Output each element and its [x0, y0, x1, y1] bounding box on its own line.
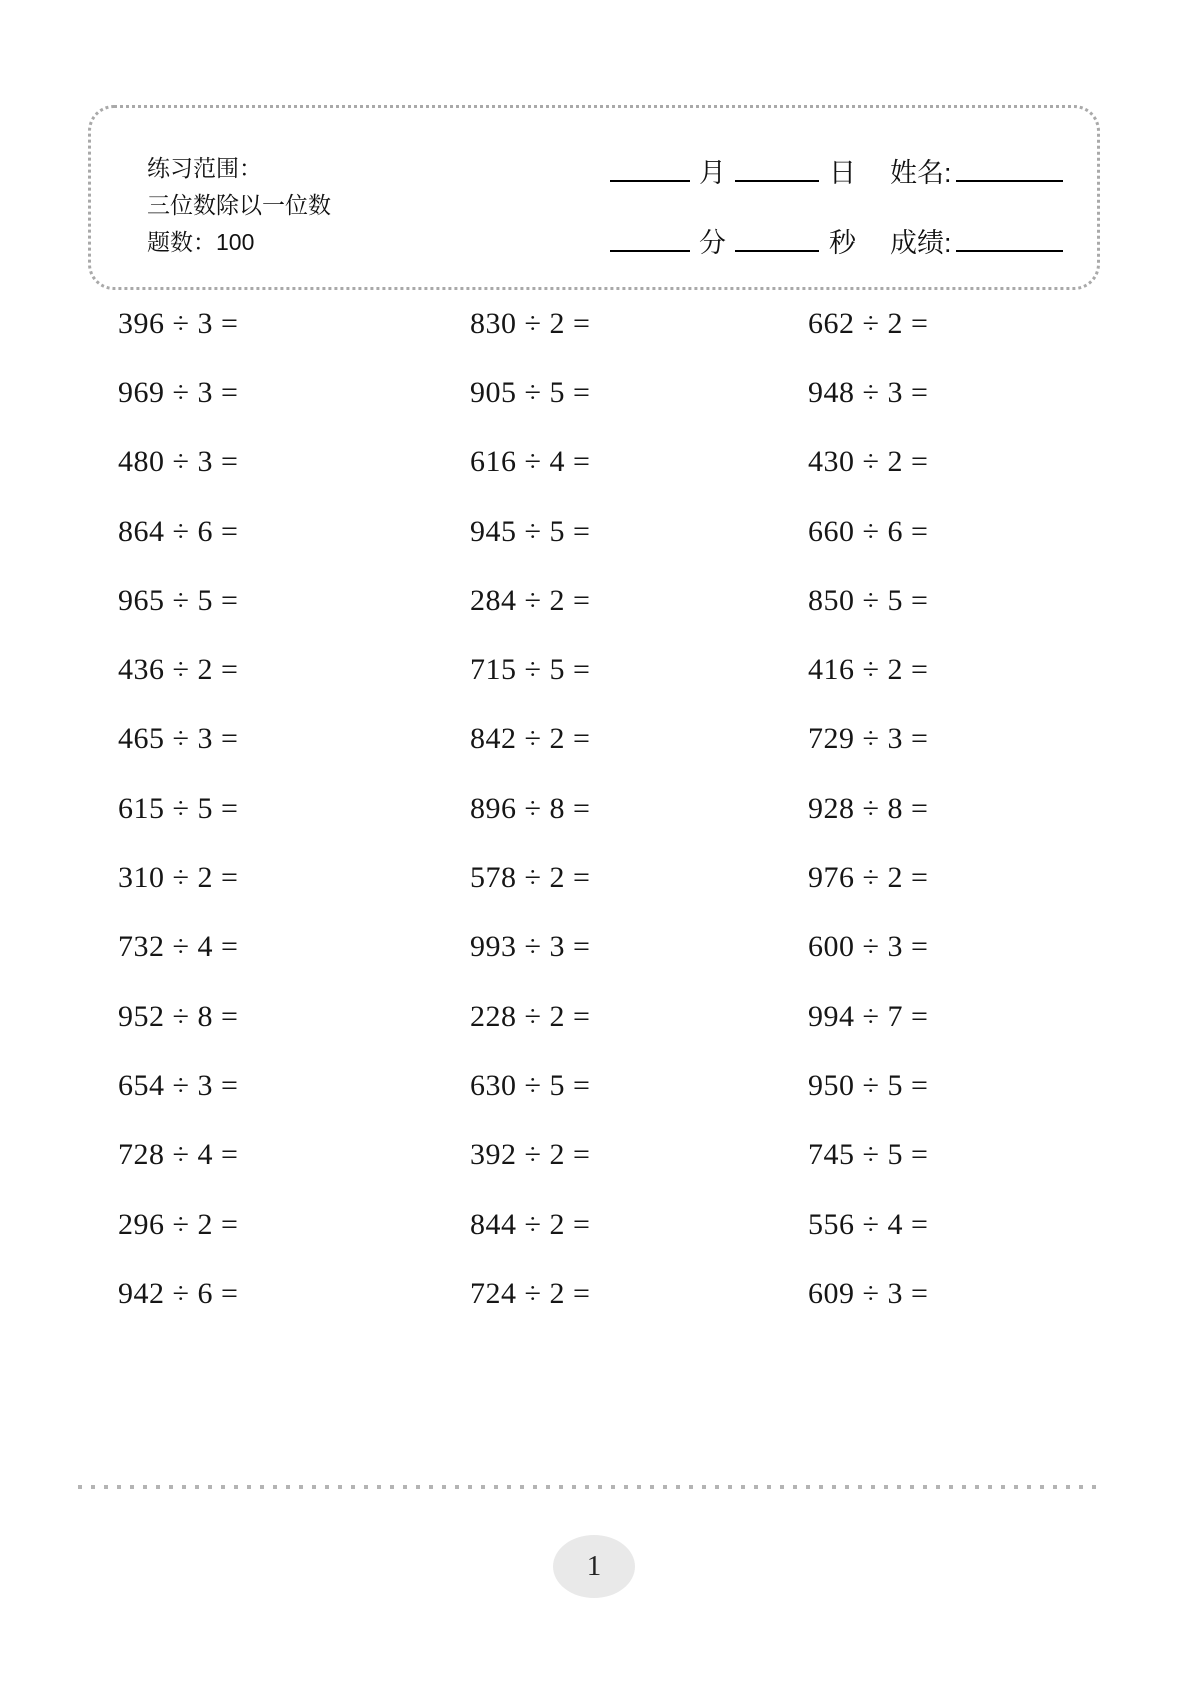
problem: 310 ÷ 2 = [118, 861, 239, 895]
problem: 942 ÷ 6 = [118, 1276, 239, 1310]
problem: 905 ÷ 5 = [470, 375, 591, 409]
problem: 600 ÷ 3 = [808, 930, 929, 964]
header-box [88, 105, 1100, 290]
problem: 948 ÷ 3 = [808, 375, 929, 409]
date-name-row [610, 150, 1063, 190]
problem: 729 ÷ 3 = [808, 722, 929, 756]
problem: 392 ÷ 2 = [470, 1138, 591, 1172]
practice-range-label: 练习范围： [147, 155, 262, 181]
second-label: 秒 [829, 228, 856, 258]
problem: 830 ÷ 2 = [470, 306, 591, 340]
problem: 416 ÷ 2 = [808, 653, 929, 687]
page-number-badge [553, 1535, 635, 1598]
problem: 715 ÷ 5 = [470, 653, 591, 687]
problem: 284 ÷ 2 = [470, 583, 591, 617]
problem: 396 ÷ 3 = [118, 306, 239, 340]
problem: 965 ÷ 5 = [118, 583, 239, 617]
problem: 616 ÷ 4 = [470, 445, 591, 479]
page-number: 1 [586, 1550, 602, 1582]
problem: 952 ÷ 8 = [118, 999, 239, 1033]
minute-label: 分 [699, 228, 726, 258]
practice-range-value: 三位数除以一位数 [147, 192, 331, 218]
problem: 630 ÷ 5 = [470, 1068, 591, 1102]
problem: 844 ÷ 2 = [470, 1207, 591, 1241]
problem: 842 ÷ 2 = [470, 722, 591, 756]
time-score-row [610, 220, 1063, 260]
problem: 465 ÷ 3 = [118, 722, 239, 756]
problem: 994 ÷ 7 = [808, 999, 929, 1033]
problem: 928 ÷ 8 = [808, 791, 929, 825]
score-label: 成绩: [890, 228, 952, 258]
problem: 556 ÷ 4 = [808, 1207, 929, 1241]
question-count: 题数：100 [147, 229, 255, 255]
day-label: 日 [829, 158, 856, 188]
problem: 864 ÷ 6 = [118, 514, 239, 548]
problem: 615 ÷ 5 = [118, 791, 239, 825]
problem: 609 ÷ 3 = [808, 1276, 929, 1310]
problem: 976 ÷ 2 = [808, 861, 929, 895]
problem: 578 ÷ 2 = [470, 861, 591, 895]
name-blank-line [956, 150, 1063, 182]
month-blank-line [610, 150, 690, 182]
problem: 724 ÷ 2 = [470, 1276, 591, 1310]
practice-info [147, 150, 331, 261]
problem: 850 ÷ 5 = [808, 583, 929, 617]
day-blank-line [735, 150, 819, 182]
problem: 430 ÷ 2 = [808, 445, 929, 479]
problem: 296 ÷ 2 = [118, 1207, 239, 1241]
problem: 993 ÷ 3 = [470, 930, 591, 964]
footer-divider [78, 1485, 1103, 1489]
problem: 969 ÷ 3 = [118, 375, 239, 409]
problem: 745 ÷ 5 = [808, 1138, 929, 1172]
problem: 660 ÷ 6 = [808, 514, 929, 548]
problem: 896 ÷ 8 = [470, 791, 591, 825]
problem: 950 ÷ 5 = [808, 1068, 929, 1102]
problem: 662 ÷ 2 = [808, 306, 929, 340]
problem: 945 ÷ 5 = [470, 514, 591, 548]
score-blank-line [956, 220, 1063, 252]
problem: 728 ÷ 4 = [118, 1138, 239, 1172]
problem: 732 ÷ 4 = [118, 930, 239, 964]
problems-grid [118, 289, 1100, 1328]
problem: 654 ÷ 3 = [118, 1068, 239, 1102]
problem: 228 ÷ 2 = [470, 999, 591, 1033]
second-blank-line [735, 220, 819, 252]
problem: 480 ÷ 3 = [118, 445, 239, 479]
header-fill-in-area [610, 108, 1097, 287]
name-label: 姓名: [890, 158, 952, 188]
problem: 436 ÷ 2 = [118, 653, 239, 687]
minute-blank-line [610, 220, 690, 252]
month-label: 月 [699, 158, 726, 188]
